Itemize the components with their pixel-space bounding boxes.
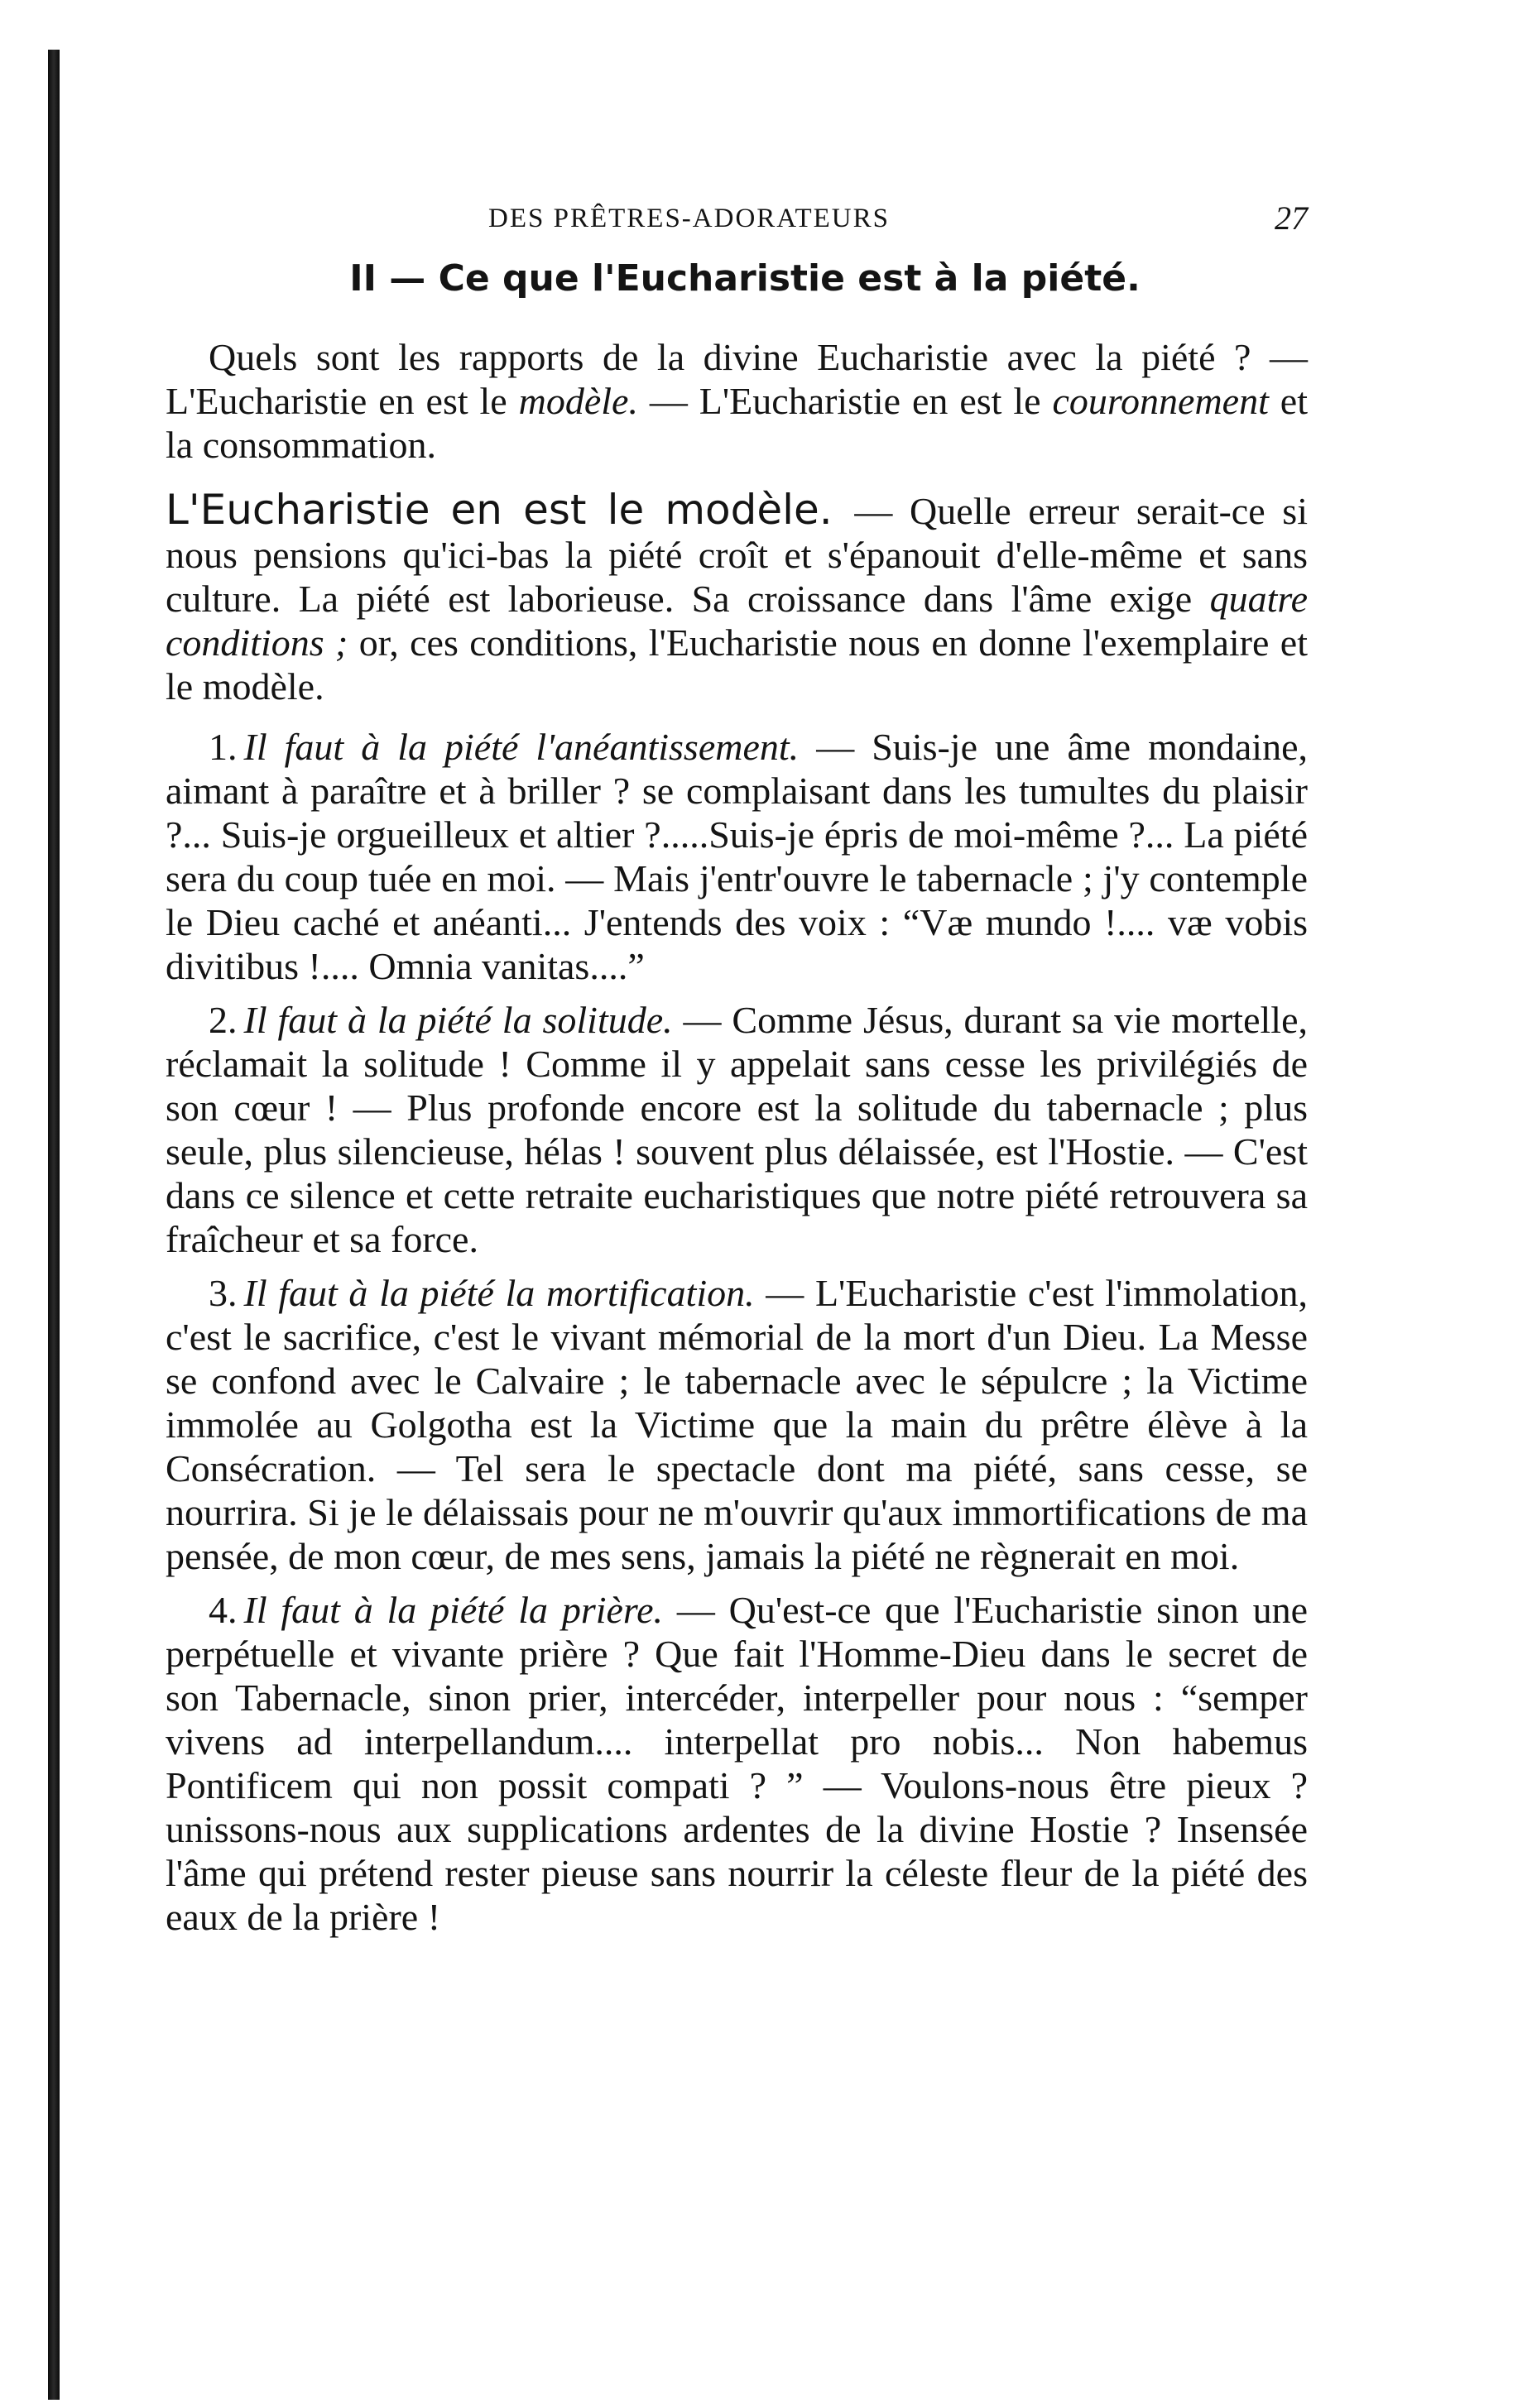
running-title: DES PRÊTRES-ADORATEURS (488, 204, 890, 233)
book-binding-edge (48, 50, 60, 2400)
item-body: — Suis-je une âme mondaine, aimant à paraître et à briller ? se complaisant dans les tumultes du plaisir ?... Suis-je orgueilleux et altier ?.....Suis-je épris de moi-même ?... La piété sera du coup tuée en moi. — Mais j'entr'ouvre le tabernacle ; j'y contemple le Dieu caché et anéanti... J'entends des voix : “Væ mundo !.... væ vobis divitibus !.... Omnia vanitas....” (166, 726, 1308, 987)
paragraph-emphasis: quatre conditions ; (166, 578, 1308, 664)
section-title: II — Ce que l'Eucharistie est à la piété. (349, 257, 1141, 300)
running-head (166, 194, 1308, 242)
list-item (166, 1588, 1308, 1939)
intro-emphasis: modèle. (518, 380, 638, 422)
item-number: 4. (209, 1589, 238, 1631)
item-heading: Il faut à la piété la prière. (243, 1589, 664, 1631)
intro-emphasis: couronnement (1052, 380, 1269, 422)
item-body: — Comme Jésus, durant sa vie mortelle, réclamait la solitude ! Comme il y appelait sans cesse les privilégiés de son cœur ! — Plus profonde encore est la solitude du tabernacle ; plus seule, plus silencieuse, hélas ! souvent plus délaissée, est l'Hostie. — C'est dans ce silence et cette retraite eucharistiques que notre piété retrouvera sa fraîcheur et sa force. (166, 999, 1308, 1260)
item-body: — L'Eucharistie c'est l'immolation, c'est le sacrifice, c'est le vivant mémorial de la mort d'un Dieu. La Messe se confond avec le Calvaire ; le tabernacle avec le sépulcre ; la Victime immolée au Golgotha est la Victime que la main du prêtre élève à la Consécration. — Tel sera le spectacle dont ma piété, sans cesse, se nourrira. Si je le délaissais pour ne m'ouvrir qu'aux immortifications de ma pensée, de mon cœur, de mes sens, jamais la piété ne règnerait en moi. (166, 1272, 1308, 1577)
intro-text: Quels sont les rapports de la divine Eucharistie avec la piété ? — L'Eucharistie en est le (166, 336, 1308, 422)
list-item (166, 1271, 1308, 1578)
item-number: 1. (209, 726, 238, 768)
book-page (166, 194, 1308, 1939)
page-number: 27 (1275, 199, 1308, 237)
paragraph-text: or, ces conditions, l'Eucharistie nous en donne l'exemplaire et le modèle. (166, 621, 1308, 708)
item-heading: Il faut à la piété la solitude. (243, 999, 673, 1041)
item-number: 3. (209, 1272, 238, 1314)
intro-text: — L'Eucharistie en est le (637, 380, 1053, 422)
item-number: 2. (209, 999, 238, 1041)
paragraph-lead-in: L'Eucharistie en est le modèle. (166, 486, 833, 534)
list-item (166, 998, 1308, 1261)
model-paragraph (166, 488, 1308, 708)
item-heading: Il faut à la piété la mortification. (243, 1272, 755, 1314)
list-item (166, 725, 1308, 988)
item-body: — Qu'est-ce que l'Eucharistie sinon une perpétuelle et vivante prière ? Que fait l'Homme-Dieu dans le secret de son Tabernacle, sinon prier, intercéder, interpeller pour nous : “semper vivens ad interpellandum.... interpellat pro nobis... Non habemus Pontificem qui non possit compati ? ” — Voulons-nous être pieux ? unissons-nous aux supplications ardentes de la divine Hostie ? Insensée l'âme qui prétend rester pieuse sans nourrir la céleste fleur de la piété des eaux de la prière ! (166, 1589, 1308, 1938)
intro-paragraph (166, 335, 1308, 467)
intro-text: et la consommation. (166, 380, 1308, 466)
paragraph-text: — Quelle erreur serait-ce si nous pensions qu'ici-bas la piété croît et s'épanouit d'elle-même et sans culture. La piété est laborieuse. Sa croissance dans l'âme exige (166, 490, 1308, 620)
item-heading: Il faut à la piété l'anéantissement. (243, 726, 800, 768)
